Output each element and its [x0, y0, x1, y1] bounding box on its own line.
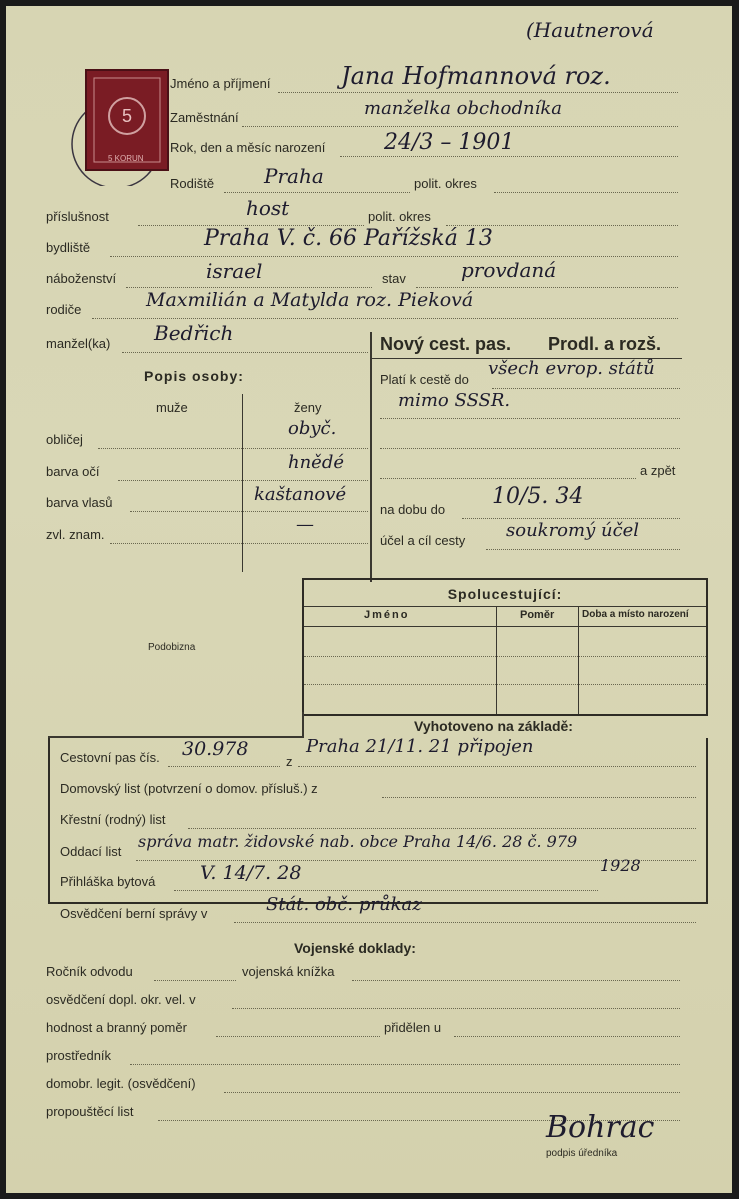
return-line: [380, 478, 636, 479]
religion-label: náboženství: [46, 271, 117, 286]
duration-line: [462, 518, 680, 519]
marks-label: zvl. znam.: [46, 527, 105, 542]
religion-line: [126, 287, 372, 288]
companions-col-name: Jméno: [364, 609, 410, 621]
stamp-text: 5 KORUN: [108, 154, 144, 163]
description-col-women: ženy: [294, 400, 322, 415]
description-title: Popis osoby:: [144, 368, 244, 384]
passport-title-right: Prodl. a rozš.: [548, 334, 662, 354]
face-line: [98, 448, 368, 449]
valid-value-1: všech evrop. států: [488, 358, 655, 379]
eyes-label: barva očí: [46, 464, 100, 479]
religion-value: israel: [206, 259, 263, 283]
description-col-divider: [242, 394, 243, 572]
military-year-line: [154, 980, 236, 981]
military-rank-label: hodnost a branný poměr: [46, 1020, 187, 1035]
status-label: stav: [382, 271, 406, 286]
birthplace-label: Rodiště: [170, 176, 215, 191]
domicile-value: host: [246, 196, 290, 220]
valid-value-2: mimo SSSR.: [398, 390, 511, 411]
marriage-value: správa matr. židovské nab. obce Praha 14/6. 28 č. 979: [138, 832, 578, 851]
military-intermediary-label: prostředník: [46, 1048, 112, 1063]
marriage-year: 1928: [600, 856, 641, 875]
military-intermediary-line: [130, 1064, 680, 1065]
military-cert-line: [232, 1008, 680, 1009]
parents-line: [92, 318, 678, 319]
svg-text:5: 5: [121, 106, 133, 126]
birth-label: Rok, den a měsíc narození: [170, 140, 326, 155]
domicile-label: příslušnost: [46, 209, 109, 224]
basis-passport-from-value: Praha 21/11. 21 připojen: [306, 736, 534, 757]
companions-col-divider-1: [496, 606, 497, 714]
homeland-line: [382, 797, 696, 798]
valid-line: [492, 388, 680, 389]
birth-line: [340, 156, 678, 157]
registration-line: [174, 890, 598, 891]
eyes-line: [118, 480, 368, 481]
companions-col-divider-2: [578, 606, 579, 714]
companions-row-line-2: [304, 684, 706, 685]
description-col-men: muže: [156, 400, 188, 415]
baptism-line: [188, 828, 696, 829]
military-book-line: [352, 980, 680, 981]
name-label: Jméno a příjmení: [170, 76, 271, 91]
birthplace-district-label: polit. okres: [414, 176, 477, 191]
companions-title-divider: [304, 606, 706, 607]
occupation-line: [242, 126, 678, 127]
basis-passport-from-line: [298, 766, 696, 767]
occupation-value: manželka obchodníka: [364, 98, 563, 119]
parents-value: Maxmilián a Matylda roz. Pieková: [146, 289, 474, 311]
companions-col-birth: Doba a místo narození: [582, 609, 689, 620]
basis-title: Vyhotoveno na základě:: [414, 718, 573, 734]
spouse-value: Bedřich: [154, 321, 234, 345]
hair-label: barva vlasů: [46, 495, 113, 510]
residence-line: [110, 256, 678, 257]
companions-row-line-1: [304, 656, 706, 657]
military-year-label: Ročník odvodu: [46, 964, 133, 979]
basis-passport-line: [168, 766, 280, 767]
valid-line-2: [380, 418, 680, 419]
official-signature: Bohrac: [546, 1110, 655, 1145]
birthplace-value: Praha: [264, 164, 324, 188]
purpose-label: účel a cíl cesty: [380, 533, 466, 548]
registration-value: V. 14/7. 28: [200, 862, 302, 884]
photo-label: Podobizna: [148, 642, 196, 653]
purpose-value: soukromý účel: [506, 520, 640, 541]
eyes-value: hnědé: [288, 452, 345, 473]
basis-passport-from-label: z: [286, 754, 293, 769]
spouse-label: manžel(ka): [46, 336, 111, 351]
tax-value: Stát. obč. průkaz: [266, 894, 422, 915]
parents-label: rodiče: [46, 302, 82, 317]
spouse-line: [122, 352, 368, 353]
top-annotation: (Hautnerová: [526, 18, 654, 42]
military-book-label: vojenská knížka: [242, 964, 335, 979]
hair-line: [130, 511, 368, 512]
military-legion-label: domobr. legit. (osvědčení): [46, 1076, 196, 1091]
duration-value: 10/5. 34: [492, 484, 584, 509]
tax-line: [234, 922, 696, 923]
military-rank-line: [216, 1036, 380, 1037]
birthplace-district-line: [494, 192, 678, 193]
signature-label: podpis úředníka: [546, 1148, 618, 1159]
military-legion-line: [224, 1092, 680, 1093]
status-line: [416, 287, 678, 288]
birthplace-line: [224, 192, 410, 193]
military-title: Vojenské doklady:: [294, 940, 416, 956]
residence-label: bydliště: [46, 240, 91, 255]
basis-passport-label: Cestovní pas čís.: [60, 750, 160, 765]
basis-passport-value: 30.978: [182, 738, 249, 760]
purpose-line: [486, 549, 680, 550]
registration-label: Přihláška bytová: [60, 874, 156, 889]
passport-application-form: [6, 6, 732, 1193]
homeland-label: Domovský list (potvrzení o domov. přísluš.) z: [60, 781, 318, 796]
passport-title: Nový cest. pas.: [380, 334, 512, 354]
marks-value: —: [296, 514, 314, 535]
companions-col-relation: Poměr: [520, 609, 555, 621]
duration-label: na dobu do: [380, 502, 446, 517]
valid-label: Platí k cestě do: [380, 372, 469, 387]
name-line: [278, 92, 678, 93]
valid-line-3: [380, 448, 680, 449]
companions-box: [302, 578, 708, 716]
face-value: obyč.: [288, 418, 337, 439]
return-label: a zpět: [640, 463, 676, 478]
companions-header-divider: [304, 626, 706, 627]
basis-box-top-left: [48, 736, 302, 738]
domicile-district-label: polit. okres: [368, 209, 431, 224]
residence-value: Praha V. č. 66 Pařížská 13: [204, 226, 493, 251]
military-cert-label: osvědčení dopl. okr. vel. v: [46, 992, 196, 1007]
military-assigned-line: [454, 1036, 680, 1037]
face-label: obličej: [46, 432, 83, 447]
baptism-label: Křestní (rodný) list: [60, 812, 166, 827]
military-assigned-label: přidělen u: [384, 1020, 442, 1035]
basis-box-step: [302, 712, 304, 738]
occupation-label: Zaměstnání: [170, 110, 239, 125]
marriage-label: Oddací list: [60, 844, 122, 859]
marks-line: [110, 543, 368, 544]
military-discharge-label: propouštěcí list: [46, 1104, 134, 1119]
name-value: Jana Hofmannová roz.: [341, 62, 611, 90]
birth-value: 24/3 – 1901: [384, 130, 515, 155]
companions-title: Spolucestující:: [447, 586, 563, 602]
status-value: provdaná: [461, 258, 557, 282]
tax-label: Osvědčení berní správy v: [60, 906, 208, 921]
hair-value: kaštanové: [254, 484, 347, 505]
left-section-divider: [370, 332, 372, 582]
